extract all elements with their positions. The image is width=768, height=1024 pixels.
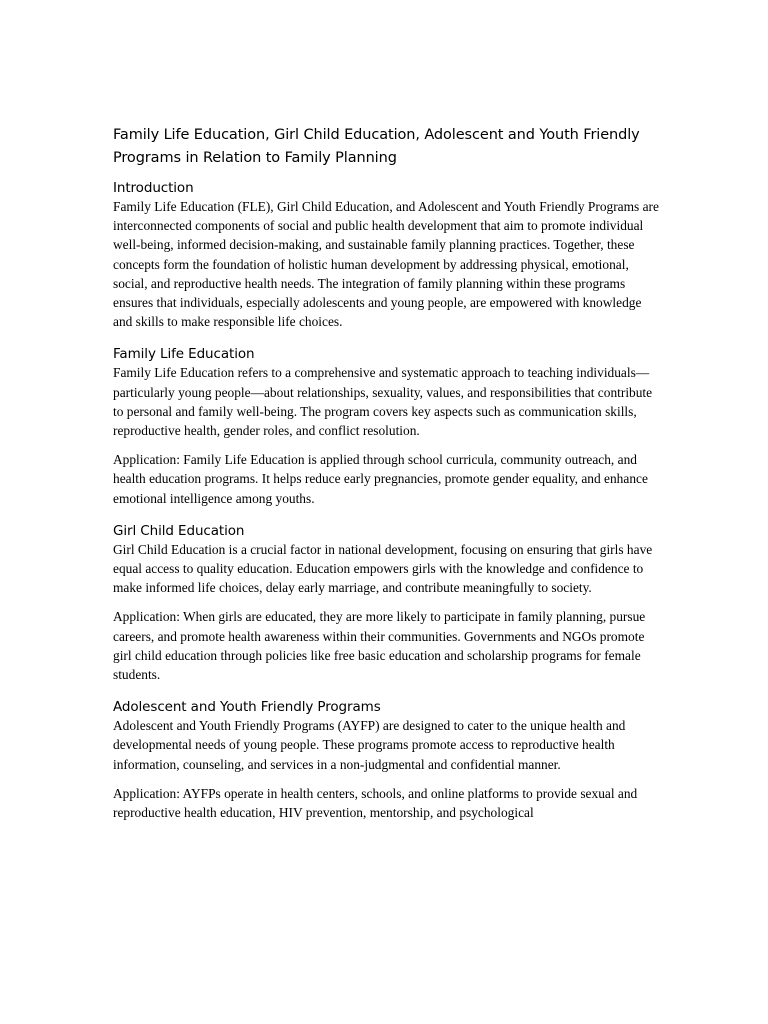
paragraph: Girl Child Education is a crucial factor in national development, focusing on ensuring that girls have equal access to quality education. Education empowers girls with the knowledge and confidence to make informed life choices, delay early marriage, and contribute meaningfully to society. xyxy=(113,541,653,596)
paragraph: Family Life Education refers to a comprehensive and systematic approach to teaching individuals—particularly young people—about relationships, sexuality, values, and responsibilities that contribute to personal and family well-being. The program covers key aspects such as communication skills, reproductive health, gender roles, and conflict resolution. xyxy=(113,365,653,439)
section-girl-child-education xyxy=(113,522,661,684)
document-page xyxy=(113,124,661,822)
document-title: Family Life Education, Girl Child Education, Adolescent and Youth Friendly Programs in Relation to Family Planning xyxy=(113,127,640,166)
section-heading: Adolescent and Youth Friendly Programs xyxy=(113,699,381,716)
paragraph: Application: Family Life Education is applied through school curricula, community outreach, and health education programs. It helps reduce early pregnancies, promote gender equality, and enhance emotional intelligence among youths. xyxy=(113,452,648,506)
section-heading: Girl Child Education xyxy=(113,522,245,539)
section-introduction xyxy=(113,179,661,331)
paragraph: Application: AYFPs operate in health centers, schools, and online platforms to provide sexual and reproductive health education, HIV prevention, mentorship, and psychological xyxy=(113,785,638,821)
paragraph: Family Life Education (FLE), Girl Child Education, and Adolescent and Youth Friendly Programs are interconnected components of social and public health development that aim to promote individual well-being, informed decision-making, and sustainable family planning practices. Together, these concepts form the foundation of holistic human development by addressing physical, emotional, social, and reproductive health needs. The integration of family planning within these programs ensures that individuals, especially adolescents and young people, are empowered with knowledge and skills to make responsible life choices. xyxy=(113,199,659,330)
section-family-life-education xyxy=(113,345,661,507)
paragraph: Application: When girls are educated, they are more likely to participate in family planning, pursue careers, and promote health awareness within their communities. Governments and NGOs promote girl child education through policies like free basic education and scholarship programs for female students. xyxy=(113,609,646,683)
paragraph: Adolescent and Youth Friendly Programs (AYFP) are designed to cater to the unique health and developmental needs of young people. These programs promote access to reproductive health information, counseling, and services in a non-judgmental and confidential manner. xyxy=(113,718,626,772)
section-heading: Introduction xyxy=(113,180,194,196)
section-adolescent-youth-programs xyxy=(113,698,661,822)
section-heading: Family Life Education xyxy=(113,346,255,363)
